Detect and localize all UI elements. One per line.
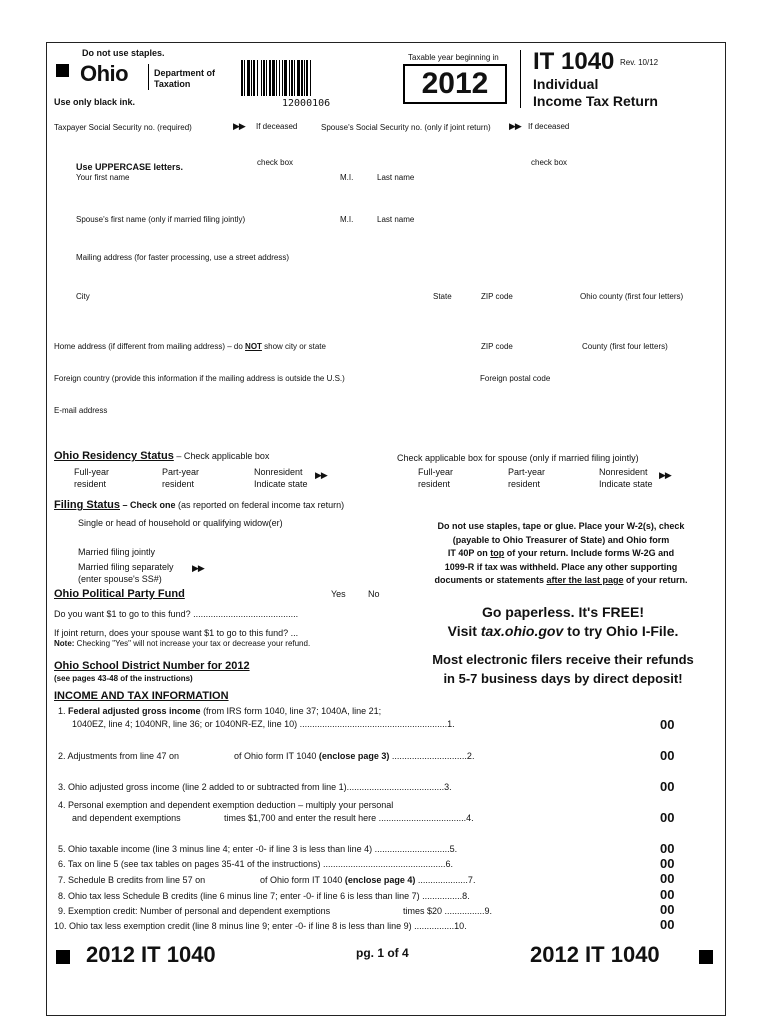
last-name-label: Last name [377, 173, 415, 182]
line-9-label: 9. Exemption credit: Number of personal and dependent exemptions [58, 906, 331, 916]
school-district-title: Ohio School District Number for 2012 [54, 660, 250, 672]
line-9-cents: 00 [660, 902, 675, 917]
tax-year: 2012 [421, 67, 489, 100]
line-2-cents: 00 [660, 748, 675, 763]
income-title: INCOME AND TAX INFORMATION [54, 690, 229, 702]
logo-divider [148, 64, 149, 90]
registration-mark [56, 950, 70, 964]
ohio-logo: Ohio [80, 61, 129, 86]
state-label: State [433, 292, 452, 301]
spouse-last-name-label: Last name [377, 215, 415, 224]
line-4-label: 4. Personal exemption and dependent exemption deduction – multiply your personal [58, 800, 394, 810]
spouse-check-box-label: check box [531, 158, 568, 167]
mailing-address-label: Mailing address (for faster processing, use a street address) [76, 253, 289, 262]
footer-form-left: 2012 IT 1040 [86, 942, 216, 967]
spouse-ssn-label: Spouse's Social Security no. (only if joint return) [321, 123, 491, 132]
yes-header: Yes [331, 589, 346, 599]
line-6-label: 6. Tax on line 5 (see tax tables on pages 35-41 of the instructions) .................................................6. [58, 859, 454, 869]
single-option[interactable]: Single or head of household or qualifying widow(er) [78, 518, 283, 528]
full-year-option[interactable]: Full-year resident [74, 467, 110, 489]
registration-mark [56, 64, 69, 77]
joint-option[interactable]: Married filing jointly [78, 547, 156, 557]
line-3-cents: 00 [660, 779, 675, 794]
line-2-label-cont: of Ohio form IT 1040 (enclose page 3) ..............................2. [234, 751, 475, 761]
barcode-number: 12000106 [282, 98, 331, 109]
line-6-cents: 00 [660, 856, 675, 871]
department-name: Department of Taxation [154, 68, 216, 89]
arrow-icon: ▶▶ [233, 121, 245, 131]
ohio-county-label: Ohio county (first four letters) [580, 292, 684, 301]
spouse-part-year-option[interactable]: Part-year resident [508, 467, 546, 489]
line-1-label-cont: 1040EZ, line 4; 1040NR, line 36; or 1040NR-EZ, line 10) ...........................................................1. [72, 719, 455, 729]
spouse-residency-title: Check applicable box for spouse (only if married filing jointly) [397, 453, 639, 463]
uppercase-note: Use UPPERCASE letters. [76, 162, 184, 172]
foreign-country-label: Foreign country (provide this information if the mailing address is outside the U.S.) [54, 374, 345, 383]
line-7-cents: 00 [660, 871, 675, 886]
city-label: City [76, 292, 90, 301]
line-8-label: 8. Ohio tax less Schedule B credits (line 6 minus line 7; enter -0- if line 6 is less than line 7) ................8. [58, 891, 470, 901]
home-zip-label: ZIP code [481, 342, 513, 351]
email-label: E-mail address [54, 406, 108, 415]
title-divider [520, 50, 521, 108]
arrow-icon: ▶▶ [509, 121, 521, 131]
form-title: IT 1040 [533, 48, 615, 75]
foreign-postal-label: Foreign postal code [480, 374, 551, 383]
line-7-label: 7. Schedule B credits from line 57 on [58, 875, 206, 885]
arrow-icon: ▶▶ [315, 470, 327, 480]
page-number: pg. 1 of 4 [356, 946, 409, 960]
school-district-sub: (see pages 43-48 of the instructions) [54, 674, 193, 683]
spouse-if-deceased-label: If deceased [528, 122, 570, 131]
line-10-cents: 00 [660, 917, 675, 932]
spouse-first-name-label: Spouse's first name (only if married filing jointly) [76, 215, 246, 224]
barcode [241, 60, 371, 96]
line-1-cents: 00 [660, 717, 675, 732]
staples-notice: Do not use staples, tape or glue. Place your W-2(s), check (payable to Ohio Treasurer of State) and Ohio form IT 40P on top of your return. Include forms W-2G and 1099-R if tax was withheld. Place any other supporting documents or statements after the last page of your return. [434, 521, 688, 585]
line-3-label: 3. Ohio adjusted gross income (line 2 added to or subtracted from line 1).......................................3. [58, 782, 452, 792]
line-5-cents: 00 [660, 841, 675, 856]
line-7-label-cont: of Ohio form IT 1040 (enclose page 4) ....................7. [260, 875, 476, 885]
line-4-cents: 00 [660, 810, 675, 825]
line-5-label: 5. Ohio taxable income (line 3 minus line 4; enter -0- if line 3 is less than line 4) ..............................5. [58, 844, 458, 854]
spouse-fund-question: If joint return, does your spouse want $1 to go to this fund? ... [54, 628, 299, 638]
footer-form-right: 2012 IT 1040 [530, 942, 660, 967]
mi-label: M.I. [340, 173, 354, 182]
revision: Rev. 10/12 [620, 58, 659, 67]
home-county-label: County (first four letters) [582, 342, 668, 351]
if-deceased-label: If deceased [256, 122, 298, 131]
fund-note: Note: Checking "Yes" will not increase your tax or decrease your refund. [54, 639, 311, 648]
line-4-label-tail: times $1,700 and enter the result here ...................................4. [224, 813, 474, 823]
line-9-label-cont: times $20 ................9. [403, 906, 493, 916]
year-box [403, 64, 507, 104]
line-2-label: 2. Adjustments from line 47 on [58, 751, 180, 761]
arrow-icon: ▶▶ [192, 563, 204, 573]
registration-mark [699, 950, 713, 964]
spouse-nonresident-option[interactable]: Nonresident Indicate state [599, 467, 653, 489]
form-subtitle: Individual Income Tax Return [533, 76, 658, 109]
spouse-full-year-option[interactable]: Full-year resident [418, 467, 454, 489]
paperless-notice: Go paperless. It's FREE! Visit tax.ohio.gov to try Ohio I-File. [447, 604, 679, 639]
residency-title: Ohio Residency Status – Check applicable box [54, 450, 270, 462]
line-1-label: 1. Federal adjusted gross income (from IRS form 1040, line 37; 1040A, line 21; [58, 706, 382, 716]
ssn-label: Taxpayer Social Security no. (required) [54, 123, 192, 132]
ohio-ifile-link[interactable]: tax.ohio.gov [480, 623, 564, 639]
line-8-cents: 00 [660, 887, 675, 902]
refund-notice: Most electronic filers receive their refunds in 5-7 business days by direct deposit! [432, 652, 694, 686]
taxable-year-label: Taxable year beginning in [408, 53, 499, 62]
check-box-label: check box [257, 158, 294, 167]
part-year-option[interactable]: Part-year resident [162, 467, 200, 489]
nonresident-option[interactable]: Nonresident Indicate state [254, 467, 308, 489]
zip-label: ZIP code [481, 292, 513, 301]
fund-question: Do you want $1 to go to this fund? .......................................... [54, 609, 299, 619]
line-4-label-cont: and dependent exemptions [72, 813, 181, 823]
first-name-label: Your first name [76, 173, 130, 182]
spouse-mi-label: M.I. [340, 215, 354, 224]
separate-option[interactable]: Married filing separately (enter spouse's SS#) [78, 562, 174, 584]
black-ink-note: Use only black ink. [54, 97, 136, 107]
line-10-label: 10. Ohio tax less exemption credit (line 8 minus line 9; enter -0- if line 8 is less than line 9) ................10. [54, 921, 467, 931]
political-fund-title: Ohio Political Party Fund [54, 588, 185, 600]
no-staples-note: Do not use staples. [82, 48, 165, 58]
filing-status-title: Filing Status – Check one (as reported on federal income tax return) [54, 499, 345, 511]
home-address-label: Home address (if different from mailing address) – do NOT show city or state [54, 342, 326, 351]
no-header: No [368, 589, 380, 599]
arrow-icon: ▶▶ [659, 470, 671, 480]
